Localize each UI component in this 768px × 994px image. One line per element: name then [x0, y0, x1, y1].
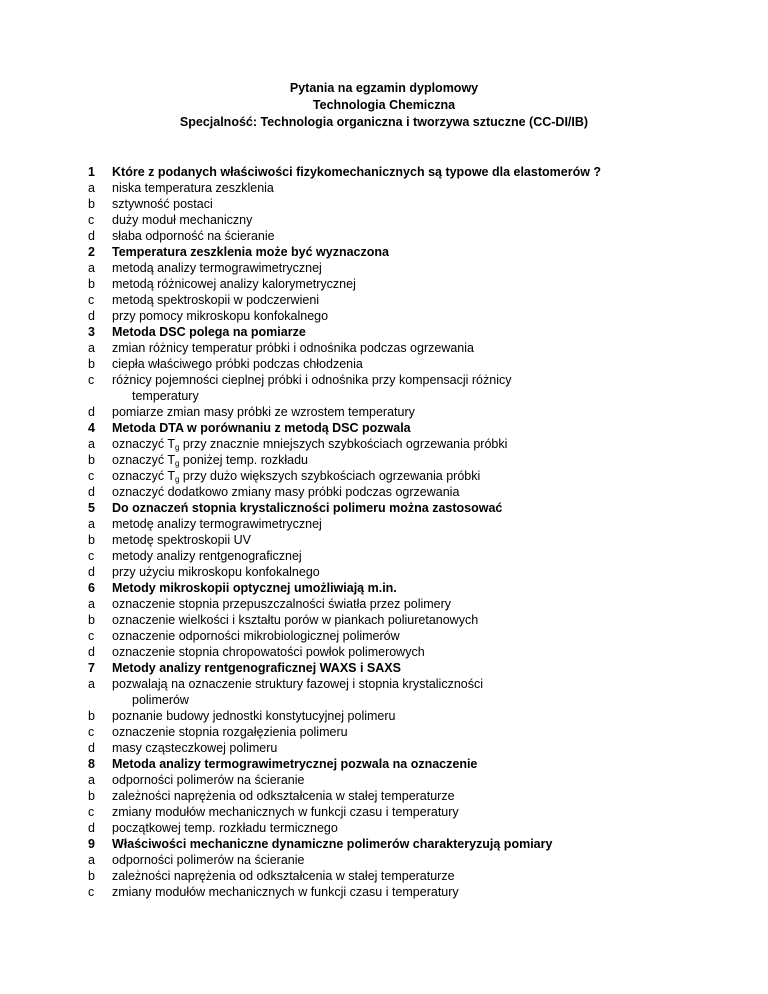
answer-text: oznaczyć dodatkowo zmiany masy próbki podczas ogrzewania [112, 485, 460, 499]
answer-text: metodą spektroskopii w podczerwieni [112, 293, 320, 307]
answer-letter: a [88, 773, 95, 787]
answer-letter: a [88, 677, 95, 691]
subscript-g: g [175, 443, 180, 452]
answer-text-prefix: oznaczyć T [112, 453, 175, 467]
answer-letter: d [88, 485, 95, 499]
answer-letter: b [88, 277, 95, 291]
answer-letter: a [88, 597, 95, 611]
question-row [88, 580, 708, 596]
answer-letter: b [88, 869, 95, 883]
answer-text: metodę analizy termograwimetrycznej [112, 517, 322, 531]
answer-text-rest: przy dużo większych szybkościach ogrzewania próbki [179, 469, 481, 483]
question-text: Temperatura zeszklenia może być wyznaczona [112, 245, 389, 259]
question-number: 3 [88, 325, 95, 339]
answer-letter: b [88, 453, 95, 467]
answer-row [88, 308, 708, 324]
question-text: Metody analizy rentgenograficznej WAXS i SAXS [112, 661, 401, 675]
question-text: Do oznaczeń stopnia krystaliczności polimeru można zastosować [112, 501, 503, 515]
answer-text: metodę spektroskopii UV [112, 533, 251, 547]
answer-text: oznaczenie stopnia rozgałęzienia polimeru [112, 725, 348, 739]
answer-row [88, 212, 708, 228]
answer-text [112, 452, 708, 468]
question-number: 1 [88, 165, 95, 179]
answer-text: przy użyciu mikroskopu konfokalnego [112, 565, 320, 579]
answer-letter: c [88, 373, 95, 387]
question-number: 2 [88, 245, 95, 259]
answer-letter: c [88, 549, 95, 563]
answer-row [88, 260, 708, 276]
answer-row [88, 404, 708, 420]
answer-text [112, 436, 708, 452]
answer-text: duży moduł mechaniczny [112, 213, 253, 227]
answer-text: pozwalają na oznaczenie struktury fazowej i stopnia krystaliczności [112, 677, 484, 691]
answer-text: oznaczenie wielkości i kształtu porów w piankach poliuretanowych [112, 613, 479, 627]
answer-letter: c [88, 213, 95, 227]
document-header [0, 80, 768, 131]
subscript-g: g [175, 459, 180, 468]
answer-text: oznaczenie stopnia chropowatości powłok polimerowych [112, 645, 425, 659]
answer-row [88, 740, 708, 756]
answer-letter: c [88, 725, 95, 739]
question-number: 5 [88, 501, 95, 515]
answer-text: początkowej temp. rozkładu termicznego [112, 821, 338, 835]
answer-text: metodą różnicowej analizy kalorymetrycznej [112, 277, 356, 291]
answer-text: zmiany modułów mechanicznych w funkcji czasu i temperatury [112, 885, 459, 899]
answer-row [88, 548, 708, 564]
answer-row [88, 868, 708, 884]
answer-row [88, 644, 708, 660]
answer-row [88, 468, 708, 484]
answer-letter: d [88, 741, 95, 755]
answer-row [88, 372, 708, 388]
question-row [88, 420, 708, 436]
answer-row [88, 772, 708, 788]
answer-row [88, 788, 708, 804]
question-row [88, 660, 708, 676]
answer-row [88, 676, 708, 692]
question-text: Właściwości mechaniczne dynamiczne polimerów charakteryzują pomiary [112, 837, 553, 851]
answer-letter: d [88, 309, 95, 323]
question-text: Które z podanych właściwości fizykomechanicznych są typowe dla elastomerów ? [112, 165, 602, 179]
answer-text: odporności polimerów na ścieranie [112, 773, 305, 787]
question-row [88, 500, 708, 516]
answer-letter: c [88, 293, 95, 307]
answer-continuation: temperatury [132, 389, 199, 403]
question-row [88, 756, 708, 772]
answer-text: zmiany modułów mechanicznych w funkcji czasu i temperatury [112, 805, 459, 819]
answer-row [88, 180, 708, 196]
answer-row [88, 436, 708, 452]
answer-row [88, 484, 708, 500]
answer-row [88, 516, 708, 532]
question-number: 4 [88, 421, 95, 435]
answer-text: oznaczenie stopnia przepuszczalności światła przez polimery [112, 597, 452, 611]
answer-text: zależności naprężenia od odkształcenia w stałej temperaturze [112, 789, 455, 803]
answer-row [88, 276, 708, 292]
question-text: Metoda DTA w porównaniu z metodą DSC pozwala [112, 421, 411, 435]
answer-text: zależności naprężenia od odkształcenia w stałej temperaturze [112, 869, 455, 883]
answer-letter: d [88, 565, 95, 579]
answer-text-rest: przy znacznie mniejszych szybkościach ogrzewania próbki [179, 437, 508, 451]
answer-letter: c [88, 805, 95, 819]
answer-letter: b [88, 709, 95, 723]
question-number: 9 [88, 837, 95, 851]
answer-text-prefix: oznaczyć T [112, 437, 175, 451]
answer-letter: a [88, 517, 95, 531]
answer-text: odporności polimerów na ścieranie [112, 853, 305, 867]
answer-text: metodą analizy termograwimetrycznej [112, 261, 322, 275]
answer-letter: b [88, 357, 95, 371]
question-number: 6 [88, 581, 95, 595]
subscript-g: g [175, 475, 180, 484]
answer-text: poznanie budowy jednostki konstytucyjnej polimeru [112, 709, 396, 723]
question-text: Metody mikroskopii optycznej umożliwiają m.in. [112, 581, 397, 595]
header-subject: Technologia Chemiczna [312, 98, 456, 112]
answer-text: słaba odporność na ścieranie [112, 229, 275, 243]
answer-text: niska temperatura zeszklenia [112, 181, 274, 195]
header-specialty: Specjalność: Technologia organiczna i tworzywa sztuczne (CC-DI/IB) [179, 115, 589, 129]
answer-letter: d [88, 405, 95, 419]
answer-letter: a [88, 341, 95, 355]
answer-text: masy cząsteczkowej polimeru [112, 741, 278, 755]
answer-row [88, 452, 708, 468]
answer-row [88, 196, 708, 212]
question-text: Metoda analizy termograwimetrycznej pozwala na oznaczenie [112, 757, 478, 771]
answer-letter: c [88, 885, 95, 899]
answer-letter: b [88, 533, 95, 547]
question-row [88, 324, 708, 340]
answer-row [88, 340, 708, 356]
answer-continuation: polimerów [132, 693, 189, 707]
answer-text-rest: poniżej temp. rozkładu [179, 453, 308, 467]
answer-row [88, 724, 708, 740]
question-row [88, 164, 708, 180]
answer-text-prefix: oznaczyć T [112, 469, 175, 483]
answer-row [88, 356, 708, 372]
answer-letter: b [88, 789, 95, 803]
answer-letter: a [88, 437, 95, 451]
answer-row [88, 804, 708, 820]
answer-letter: d [88, 645, 95, 659]
answer-letter: d [88, 821, 95, 835]
answer-text: ciepła właściwego próbki podczas chłodzenia [112, 357, 363, 371]
answer-row [88, 532, 708, 548]
answer-text: różnicy pojemności cieplnej próbki i odnośnika przy kompensacji różnicy [112, 373, 512, 387]
answer-letter: a [88, 181, 95, 195]
answer-letter: d [88, 229, 95, 243]
question-number: 7 [88, 661, 95, 675]
answer-letter: b [88, 197, 95, 211]
answer-text: metody analizy rentgenograficznej [112, 549, 302, 563]
answer-text: oznaczenie odporności mikrobiologicznej polimerów [112, 629, 400, 643]
question-number: 8 [88, 757, 95, 771]
answer-text: pomiarze zmian masy próbki ze wzrostem temperatury [112, 405, 415, 419]
answer-text: sztywność postaci [112, 197, 213, 211]
question-list [88, 164, 708, 900]
question-text: Metoda DSC polega na pomiarze [112, 325, 306, 339]
answer-row [88, 820, 708, 836]
answer-row [88, 612, 708, 628]
answer-text: przy pomocy mikroskopu konfokalnego [112, 309, 329, 323]
answer-letter: b [88, 613, 95, 627]
answer-text: zmian różnicy temperatur próbki i odnośnika podczas ogrzewania [112, 341, 474, 355]
answer-row [88, 564, 708, 580]
answer-row [88, 292, 708, 308]
answer-row [88, 628, 708, 644]
answer-letter: c [88, 629, 95, 643]
answer-text [112, 468, 708, 484]
answer-letter: a [88, 261, 95, 275]
answer-row [88, 708, 708, 724]
question-row [88, 836, 708, 852]
header-title: Pytania na egzamin dyplomowy [289, 81, 479, 95]
answer-row [88, 596, 708, 612]
answer-row [88, 884, 708, 900]
answer-row [88, 228, 708, 244]
answer-letter: a [88, 853, 95, 867]
answer-row [88, 852, 708, 868]
question-row [88, 244, 708, 260]
answer-letter: c [88, 469, 95, 483]
